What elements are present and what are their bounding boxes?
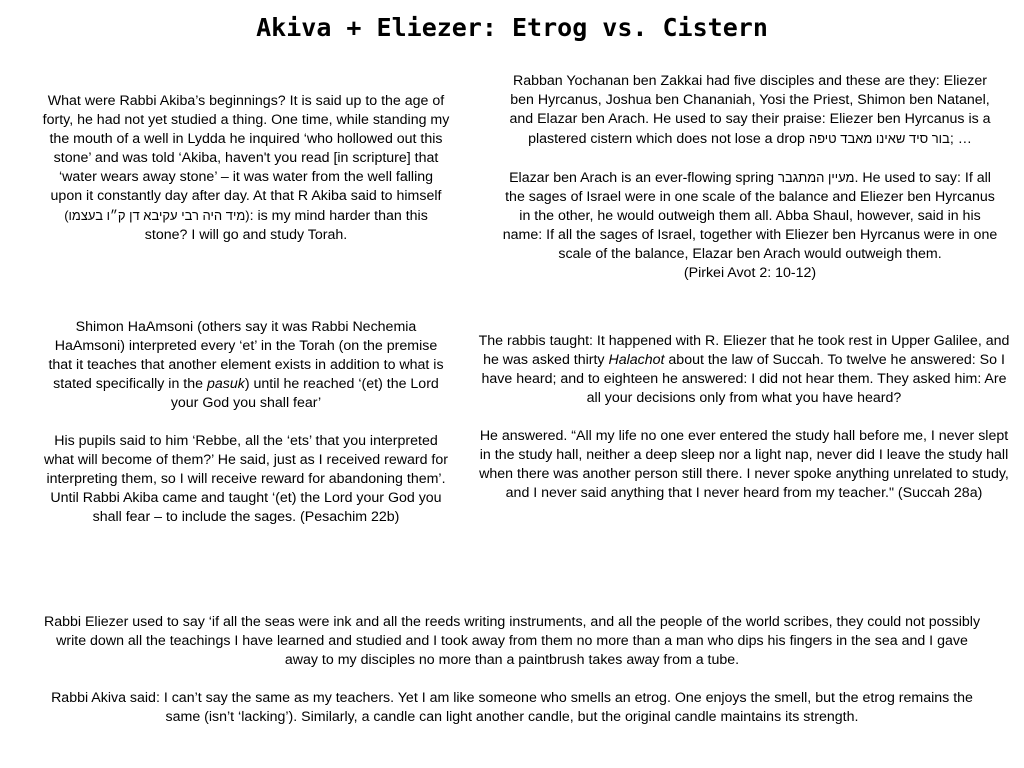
shimon-p1-text-after-italic: ) until he reached ‘(et) the Lord your God you shall fear’ xyxy=(170,376,439,411)
eliezer-p1-italic-term: Halachot xyxy=(608,352,665,368)
shimon-p1-italic-term: pasuk xyxy=(206,376,245,392)
akiba-paragraph xyxy=(42,92,450,245)
eliezer-paragraph-answer: He answered. “All my life no one ever entered the study hall before me, I never slept in the study hall, neither a deep sleep nor a light nap, never did I leave the study hall when there was another person still there. I never spoke anything unrelated to study, and I never said anything that I never heard from my teacher." (Succah 28a) xyxy=(479,428,1009,501)
akiba-text-after-hebrew: : is my mind harder than this stone? I will go and study Torah. xyxy=(144,208,428,243)
slide-title: Akiva + Eliezer: Etrog vs. Cistern xyxy=(256,13,768,42)
akiva-etrog-paragraph: Rabbi Akiva said: I can’t say the same as my teachers. Yet I am like someone who smells an etrog. One enjoys the smell, but the etrog remains the same (isn’t ‘lacking’). Similarly, a candle can light another candle, but the original candle maintains its strength. xyxy=(51,690,973,725)
yochanan-p1-text-after-hebrew: ; … xyxy=(949,131,972,147)
shimon-paragraph-pupils: His pupils said to him ‘Rebbe, all the ‘ets’ that you interpreted what will become of them?’ He said, just as I received reward for interpreting them, so I will receive reward for abandoning them’. Until Rabbi Akiba came and taught ‘(et) the Lord your God you shall fear – to include the sages. (Pesachim 22b) xyxy=(44,433,448,525)
shimon-paragraph-et xyxy=(42,318,450,413)
shimon-haamsoni-text-block xyxy=(42,318,450,527)
yochanan-paragraph-elazar xyxy=(502,168,998,283)
yochanan-paragraph-disciples xyxy=(502,72,998,149)
yochanan-p1-hebrew-quote: בור סיד שאינו מאבד טיפה xyxy=(808,131,950,146)
seas-and-etrog-text-block xyxy=(40,613,984,727)
yochanan-p2-hebrew-quote: מעיין המתגבר xyxy=(778,170,855,185)
akiba-text-before-hebrew: What were Rabbi Akiba’s beginnings? It is said up to the age of forty, he had not yet studied a thing. One time, while standing my the mouth of a well in Lydda he inquired ‘who hollowed out this stone’ and was told ‘Akiba, haven't you read [in scripture] that ‘water wears away stone’ – it was water from the well falling upon it constantly day after day. At that R Akiba said to himself xyxy=(42,93,450,204)
eliezer-succah-text-block xyxy=(474,332,1014,503)
eliezer-seas-paragraph: Rabbi Eliezer used to say ‘if all the seas were ink and all the reeds writing instruments, and all the people of the world scribes, they could not possibly write down all the teachings I have learned and studied and I took away from them no more than a man who dips his fingers in the sea and I gave away to my disciples no more than a paintbrush takes away from a tube. xyxy=(43,614,981,668)
akiba-beginnings-text-block xyxy=(42,92,450,245)
yochanan-p1-text-before-hebrew: Rabban Yochanan ben Zakkai had five disciples and these are they: Eliezer ben Hyrcanus, Joshua ben Chananiah, Yosi the Priest, Shimon ben Natanel, and Elazar ben Arach. He used to say their praise: Eliezer ben Hyrcanus is a plastered cistern which does not lose a drop xyxy=(509,73,991,147)
pirkei-avot-citation: (Pirkei Avot 2: 10-12) xyxy=(683,265,817,281)
yochanan-disciples-text-block xyxy=(502,72,998,283)
akiba-hebrew-quote: (מיד היה רבי עקיבא דן ק״ו בעצמו) xyxy=(64,208,250,223)
eliezer-p1-text-before-italic: The rabbis taught: It happened with R. Eliezer that he took rest in Upper Galilee, and he was asked thirty xyxy=(478,333,1010,368)
eliezer-paragraph-halachot xyxy=(474,332,1014,408)
yochanan-p2-text-before-hebrew: Elazar ben Arach is an ever-flowing spring xyxy=(509,170,778,186)
eliezer-p1-text-after-italic: about the law of Succah. To twelve he answered: So I have heard; and to eighteen he answered: I did not hear them. They asked him: Are all your decisions only from what you have heard? xyxy=(481,352,1007,406)
shimon-p1-text-before-italic: Shimon HaAmsoni (others say it was Rabbi Nechemia HaAmsoni) interpreted every ‘et’ in the Torah (on the premise that it teaches that another element exists in addition to what is stated specifically in the xyxy=(48,319,444,392)
yochanan-p2-text-after-hebrew: . He used to say: If all the sages of Israel were in one scale of the balance and Eliezer ben Hyrcanus in the other, he would outweigh them all. Abba Shaul, however, said in his name: If all the sages of Israel, together with Eliezer ben Hyrcanus were in one scale of the balance, Elazar ben Arach would outweigh them. xyxy=(502,170,998,262)
